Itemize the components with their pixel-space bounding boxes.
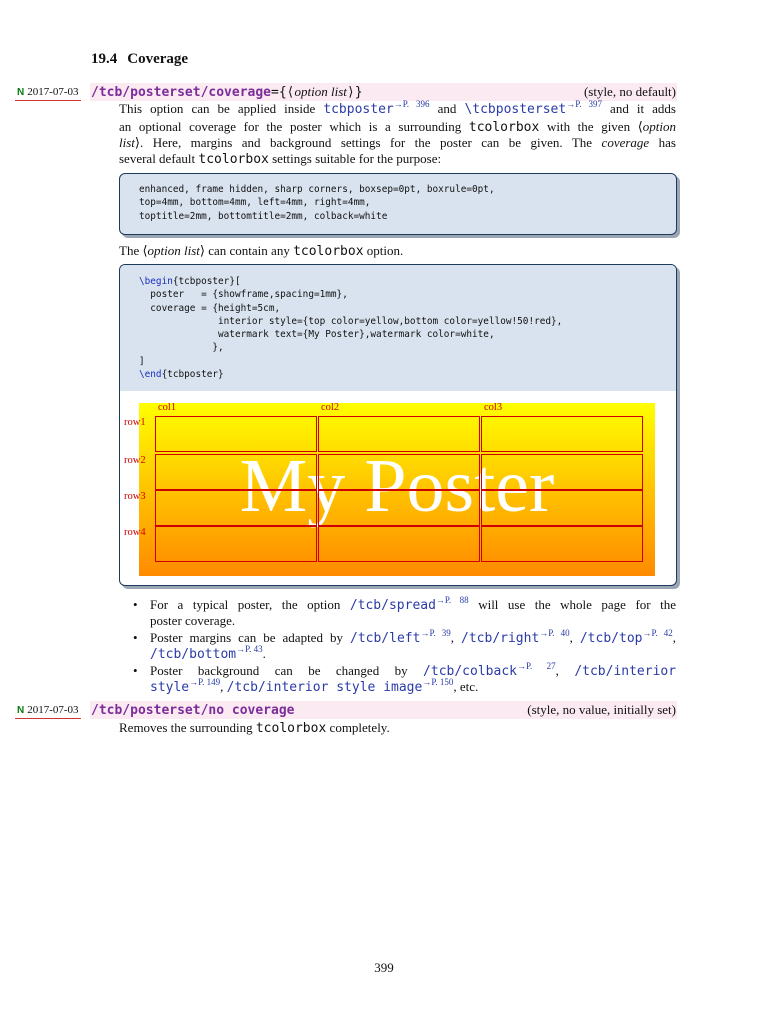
poster-cell — [481, 526, 643, 562]
bullet-item: Poster margins can be adapted by /tcb/left$^{\to P. 39}$, /tcb/right$^{\to P. 40}$, /tcb/top$^{\to P. 42}$, — [150, 628, 677, 646]
option-key — [91, 701, 295, 720]
link-interior-style[interactable]: /tcb/interior — [574, 664, 677, 679]
link-left[interactable]: /tcb/left — [350, 631, 421, 646]
link-colback[interactable]: /tcb/colback — [423, 664, 517, 679]
option-meta: (style, no value, initially set) — [527, 702, 676, 717]
poster-cell — [155, 454, 317, 490]
poster-column-label: col1 — [158, 402, 177, 413]
poster-row-label: row1 — [124, 417, 146, 428]
paragraph-line: an optional coverage for the poster which is a surrounding tcolorbox with the given ⟨option — [119, 119, 677, 135]
paragraph-line: Removes the surrounding tcolorbox completely. — [119, 720, 390, 736]
section-title: Coverage — [127, 51, 189, 67]
badge-date: 2017-07-03 — [27, 86, 79, 98]
poster-cell — [318, 526, 480, 562]
bullet-dot: • — [133, 663, 138, 678]
new-date-badge — [15, 703, 81, 719]
option-key: /tcb/posterset/coverage={⟨option list⟩} — [91, 84, 363, 100]
bullet-item-continued: /tcb/bottom$^{\to P. 43}$. — [150, 644, 266, 662]
bullet-dot: • — [133, 597, 138, 612]
new-marker: N — [17, 705, 25, 716]
option-key-name[interactable]: /tcb/posterset/coverage — [91, 85, 272, 100]
link-right[interactable]: /tcb/right — [461, 631, 540, 646]
bullet-item-continued: style$^{\to P. 149}$, /tcb/interior style image$^{\to P. 150}$, etc. — [150, 677, 479, 695]
poster-column-label: col3 — [484, 402, 503, 413]
poster-row-label: row2 — [124, 455, 146, 466]
default-settings-codebox — [119, 173, 677, 235]
example-code: \begin{tcbposter}[ poster = {showframe,spacing=1mm}, coverage = {height=5cm, interior style={top color=yellow,bottom color=yellow!50!red}, watermark text={My Poster},watermark color=white, }, ] \end{tcbposter} — [139, 276, 563, 381]
bullet-dot: • — [133, 630, 138, 645]
poster-row-label: row4 — [124, 527, 146, 538]
poster-column-label: col2 — [321, 402, 340, 413]
link-spread[interactable]: /tcb/spread — [349, 598, 436, 613]
option-meta: (style, no default) — [583, 84, 676, 99]
paragraph-line: list⟩. Here, margins and background settings for the poster can be given. The coverage has — [119, 135, 676, 150]
link-tcbposter[interactable]: tcbposter — [323, 102, 394, 117]
poster-cell — [155, 490, 317, 526]
poster-cell — [481, 454, 643, 490]
poster-cell — [318, 454, 480, 490]
section-number: 19.4 — [91, 51, 118, 67]
section-heading — [91, 51, 188, 68]
bullet-item: For a typical poster, the option /tcb/spread$^{\to P. 88}$ will use the whole page for the — [150, 595, 676, 613]
paragraph-line: This option can be applied inside tcbposter$^{\to P. 396}$ and \tcbposterset$^{\to P. 397}$ and it adds — [119, 99, 676, 117]
poster-cell — [481, 490, 643, 526]
poster-cell — [318, 490, 480, 526]
link-interior-style-image[interactable]: /tcb/interior style image — [226, 680, 423, 695]
bullet-item: Poster background can be changed by /tcb/colback$^{\to P. 27}$, /tcb/interior — [150, 661, 677, 679]
poster-cell — [155, 526, 317, 562]
paragraph-line: several default tcolorbox settings suitable for the purpose: — [119, 151, 442, 167]
badge-date: 2017-07-03 — [27, 704, 79, 716]
new-date-badge — [15, 85, 81, 101]
link-top[interactable]: /tcb/top — [579, 631, 643, 646]
default-settings-code: enhanced, frame hidden, sharp corners, boxsep=0pt, boxrule=0pt, top=4mm, bottom=4mm, left=4mm, right=4mm, toptitle=2mm, bottomtitle=2mm, colback=white — [139, 184, 495, 222]
poster-cell — [318, 416, 480, 452]
paragraph-line: The ⟨option list⟩ can contain any tcolorbox option. — [119, 243, 404, 259]
poster-cell — [155, 416, 317, 452]
option-key-name[interactable]: /tcb/posterset/no coverage — [91, 703, 295, 718]
link-tcbposterset[interactable]: \tcbposterset — [464, 102, 567, 117]
poster-cell — [481, 416, 643, 452]
example-code-area — [120, 265, 676, 391]
bullet-item-continued: poster coverage. — [150, 613, 236, 628]
link-bottom[interactable]: /tcb/bottom — [150, 647, 237, 662]
new-marker: N — [17, 87, 25, 98]
page-number: 399 — [374, 960, 394, 975]
poster-row-label: row3 — [124, 491, 146, 502]
poster-watermark: My Poster — [239, 444, 555, 528]
